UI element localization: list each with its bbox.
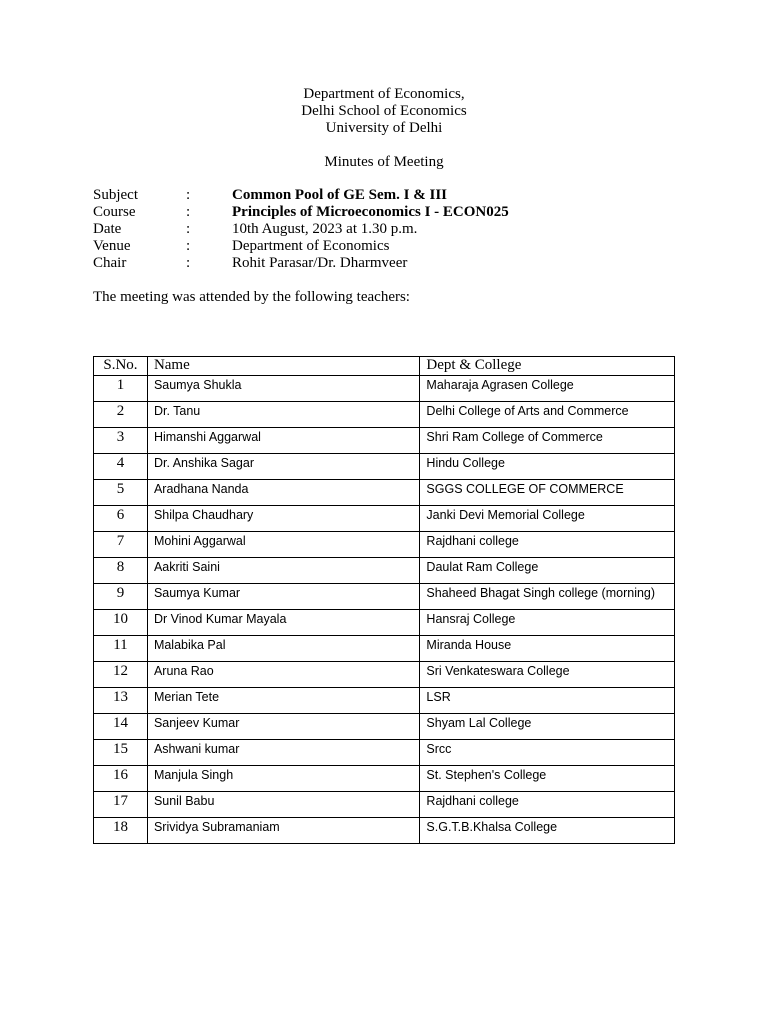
cell-name: Sanjeev Kumar [147, 714, 419, 740]
cell-name: Sunil Babu [147, 792, 419, 818]
cell-name: Shilpa Chaudhary [147, 506, 419, 532]
cell-sno: 5 [94, 480, 148, 506]
detail-value: Principles of Microeconomics I - ECON025 [232, 204, 509, 220]
cell-sno: 17 [94, 792, 148, 818]
cell-dept-college: Rajdhani college [420, 792, 675, 818]
cell-dept-college: Srcc [420, 740, 675, 766]
cell-dept-college: Delhi College of Arts and Commerce [420, 402, 675, 428]
table-row [94, 818, 675, 844]
header-dept-college: Dept & College [420, 357, 675, 376]
cell-sno: 6 [94, 506, 148, 532]
table-row [94, 480, 675, 506]
header-name: Name [147, 357, 419, 376]
detail-row-date [93, 221, 509, 238]
cell-name: Saumya Kumar [147, 584, 419, 610]
table-header-row [94, 357, 675, 376]
detail-colon: : [186, 255, 191, 271]
detail-value: 10th August, 2023 at 1.30 p.m. [232, 221, 418, 237]
cell-dept-college: Janki Devi Memorial College [420, 506, 675, 532]
detail-label: Course [93, 204, 136, 220]
cell-name: Aruna Rao [147, 662, 419, 688]
cell-name: Merian Tete [147, 688, 419, 714]
minutes-title: Minutes of Meeting [324, 154, 444, 170]
cell-dept-college: St. Stephen's College [420, 766, 675, 792]
cell-sno: 15 [94, 740, 148, 766]
cell-dept-college: S.G.T.B.Khalsa College [420, 818, 675, 844]
detail-label: Venue [93, 238, 131, 254]
cell-name: Aakriti Saini [147, 558, 419, 584]
detail-colon: : [186, 238, 191, 254]
attendance-table [93, 356, 675, 844]
cell-sno: 18 [94, 818, 148, 844]
cell-sno: 3 [94, 428, 148, 454]
detail-colon: : [186, 221, 191, 237]
table-row [94, 532, 675, 558]
university-line: University of Delhi [325, 120, 443, 136]
school-line: Delhi School of Economics [301, 103, 467, 119]
table-row [94, 766, 675, 792]
table-row [94, 610, 675, 636]
table-row [94, 428, 675, 454]
cell-dept-college: LSR [420, 688, 675, 714]
cell-sno: 4 [94, 454, 148, 480]
cell-name: Dr Vinod Kumar Mayala [147, 610, 419, 636]
table-row [94, 558, 675, 584]
cell-sno: 14 [94, 714, 148, 740]
cell-sno: 12 [94, 662, 148, 688]
detail-colon: : [186, 204, 191, 220]
detail-label: Subject [93, 187, 138, 203]
table-row [94, 688, 675, 714]
detail-label: Chair [93, 255, 127, 271]
cell-name: Dr. Tanu [147, 402, 419, 428]
table-row [94, 740, 675, 766]
cell-sno: 16 [94, 766, 148, 792]
cell-dept-college: Shri Ram College of Commerce [420, 428, 675, 454]
detail-label: Date [93, 221, 122, 237]
cell-dept-college: Shaheed Bhagat Singh college (morning) [420, 584, 675, 610]
detail-colon: : [186, 187, 191, 203]
detail-row-chair [93, 255, 509, 272]
table-row [94, 506, 675, 532]
header-sno: S.No. [94, 357, 148, 376]
cell-sno: 1 [94, 376, 148, 402]
cell-dept-college: Miranda House [420, 636, 675, 662]
cell-sno: 13 [94, 688, 148, 714]
cell-dept-college: Shyam Lal College [420, 714, 675, 740]
attendance-intro: The meeting was attended by the following teachers: [93, 289, 410, 305]
cell-sno: 10 [94, 610, 148, 636]
document-header [0, 86, 768, 137]
cell-name: Manjula Singh [147, 766, 419, 792]
cell-name: Aradhana Nanda [147, 480, 419, 506]
cell-sno: 9 [94, 584, 148, 610]
table-row [94, 714, 675, 740]
table-row [94, 376, 675, 402]
cell-dept-college: SGGS COLLEGE OF COMMERCE [420, 480, 675, 506]
table-row [94, 636, 675, 662]
cell-dept-college: Daulat Ram College [420, 558, 675, 584]
meeting-details [93, 187, 509, 272]
cell-name: Malabika Pal [147, 636, 419, 662]
detail-value: Common Pool of GE Sem. I & III [232, 187, 448, 203]
table-row [94, 454, 675, 480]
cell-sno: 2 [94, 402, 148, 428]
cell-sno: 11 [94, 636, 148, 662]
cell-dept-college: Sri Venkateswara College [420, 662, 675, 688]
table-row [94, 662, 675, 688]
cell-dept-college: Maharaja Agrasen College [420, 376, 675, 402]
cell-name: Srividya Subramaniam [147, 818, 419, 844]
cell-dept-college: Rajdhani college [420, 532, 675, 558]
cell-dept-college: Hansraj College [420, 610, 675, 636]
detail-row-venue [93, 238, 509, 255]
department-line: Department of Economics, [303, 86, 465, 102]
detail-value: Rohit Parasar/Dr. Dharmveer [232, 255, 408, 271]
cell-name: Mohini Aggarwal [147, 532, 419, 558]
detail-row-course [93, 204, 509, 221]
detail-row-subject [93, 187, 509, 204]
cell-name: Ashwani kumar [147, 740, 419, 766]
table-row [94, 792, 675, 818]
cell-name: Saumya Shukla [147, 376, 419, 402]
cell-name: Dr. Anshika Sagar [147, 454, 419, 480]
cell-name: Himanshi Aggarwal [147, 428, 419, 454]
cell-dept-college: Hindu College [420, 454, 675, 480]
cell-sno: 8 [94, 558, 148, 584]
cell-sno: 7 [94, 532, 148, 558]
detail-value: Department of Economics [232, 238, 390, 254]
table-row [94, 584, 675, 610]
table-row [94, 402, 675, 428]
